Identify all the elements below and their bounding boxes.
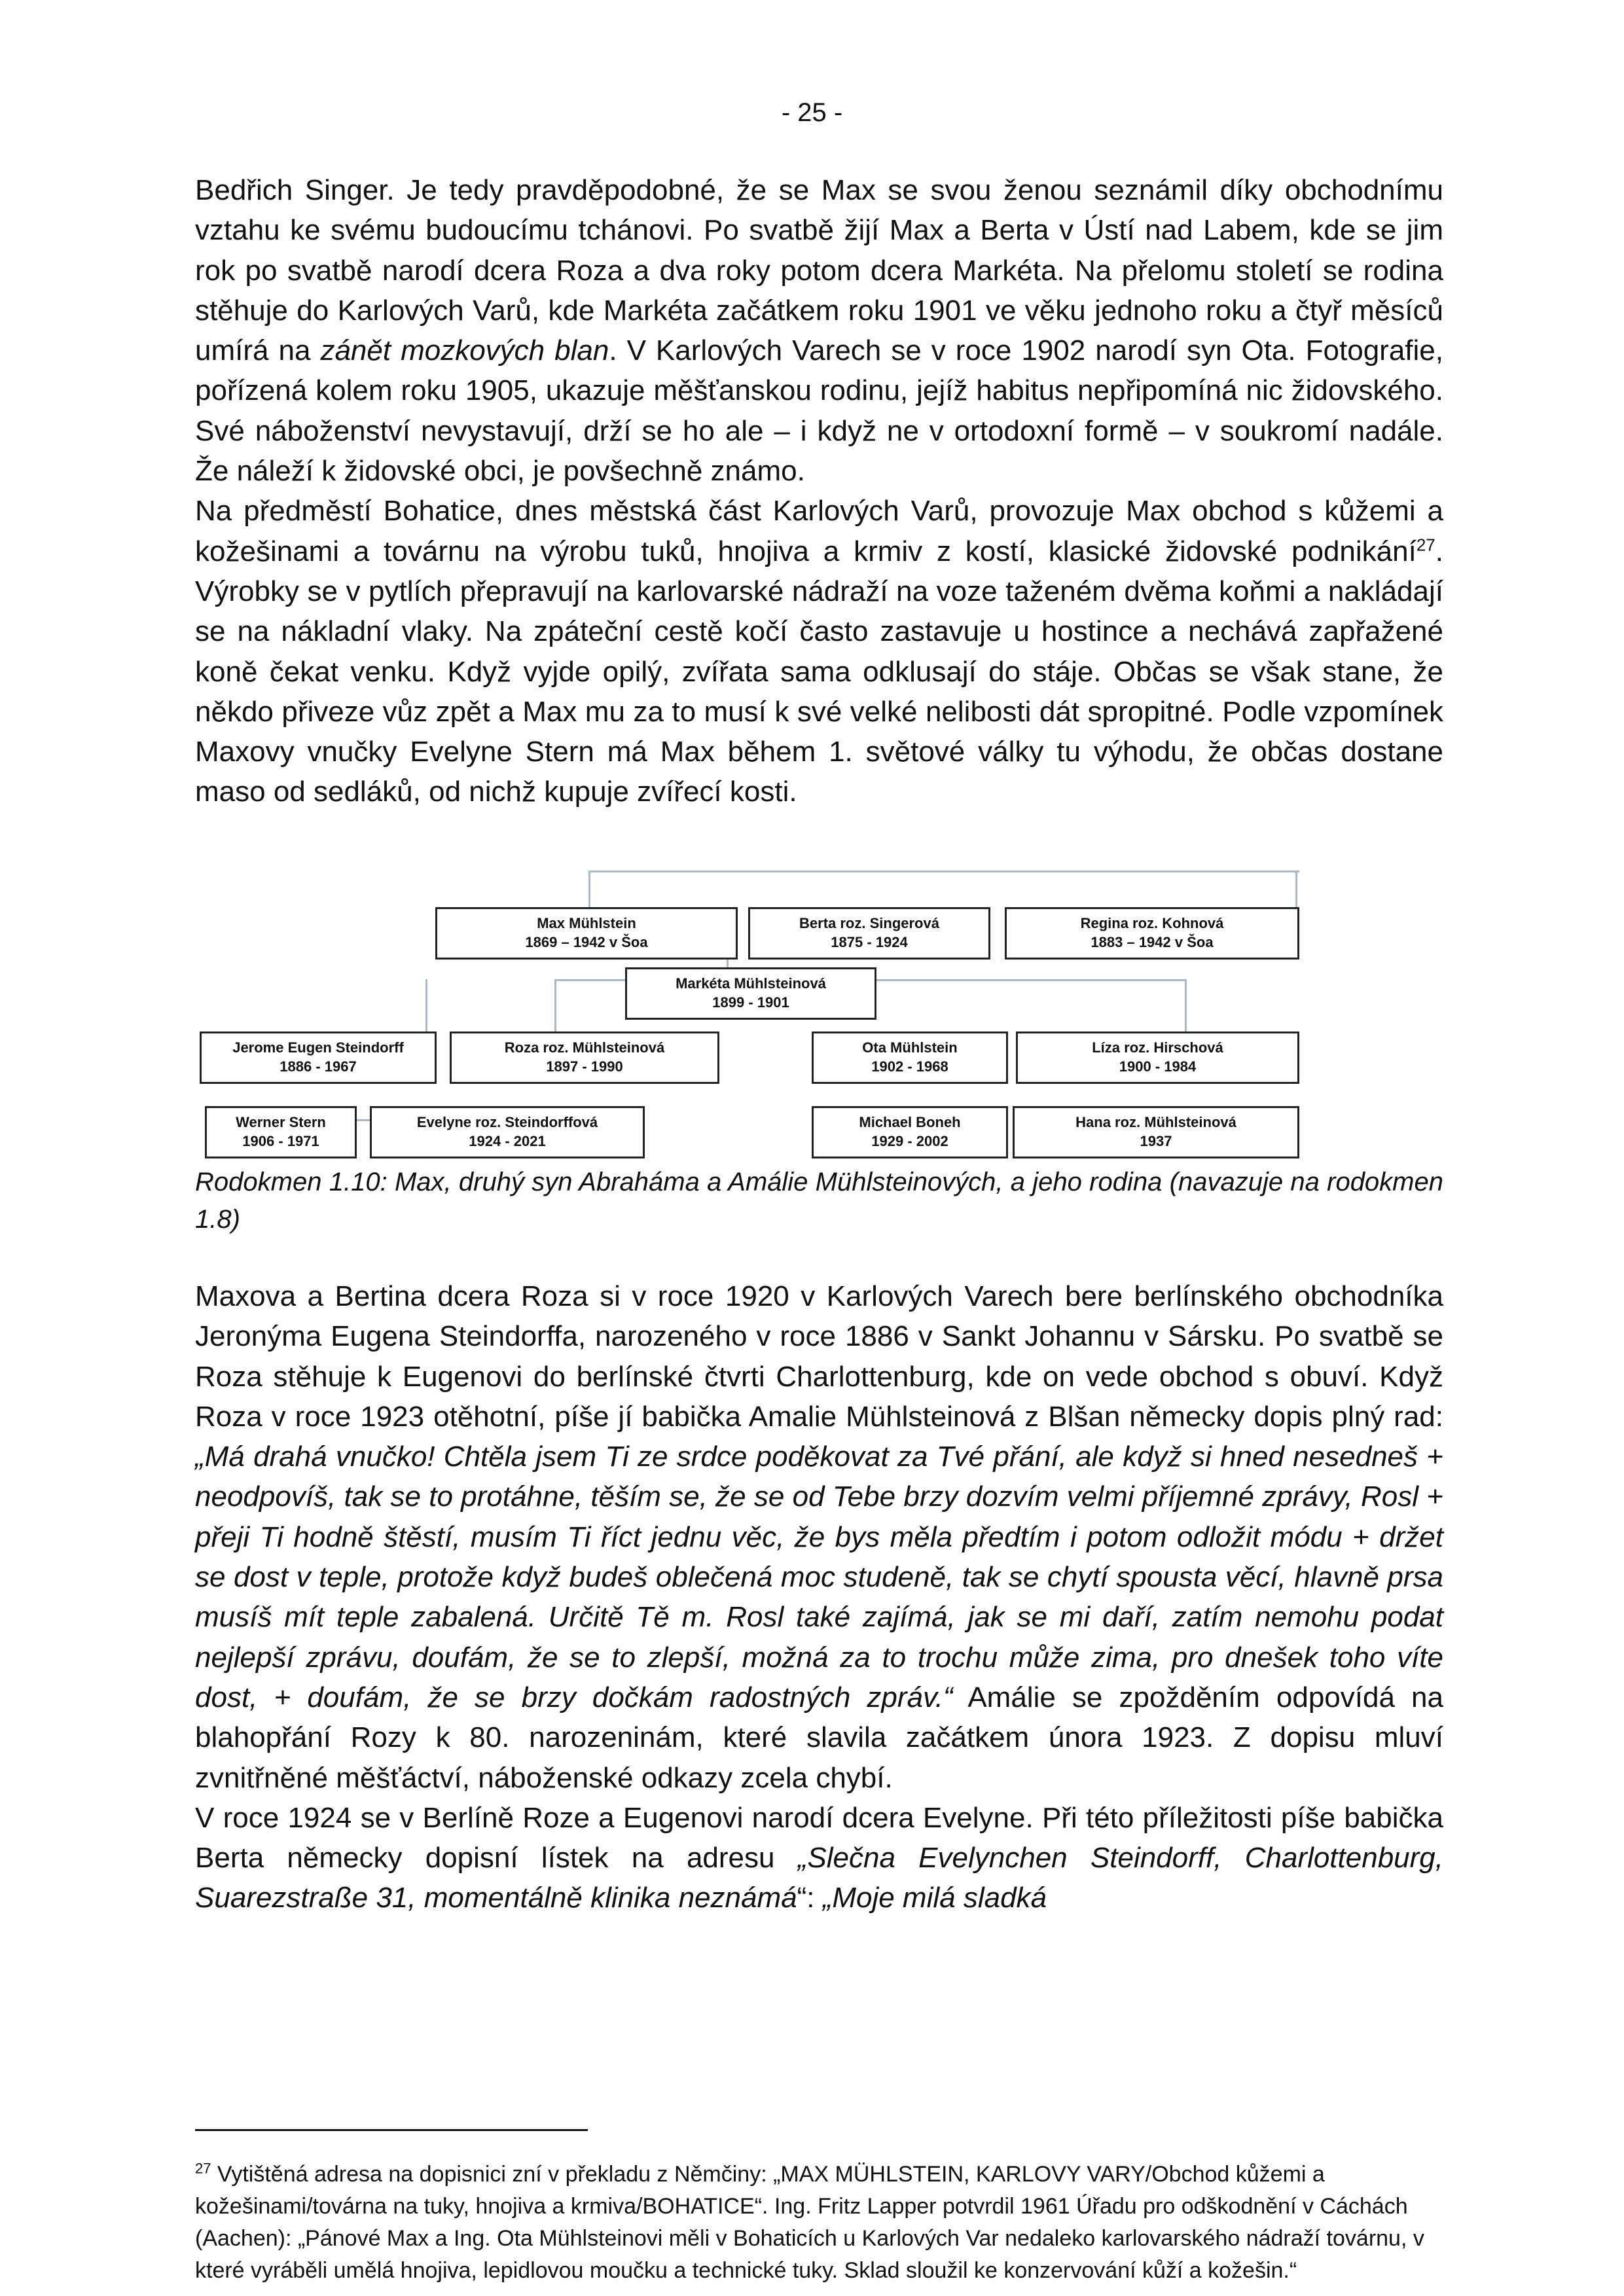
tree-node-evelyne: Evelyne roz. Steindorffová 1924 - 2021	[370, 1106, 645, 1158]
paragraph-1: Bedřich Singer. Je tedy pravděpodobné, že se Max se svou ženou seznámil díky obchodnímu vztahu ke svému budoucímu tchánovi. Po svatbě žijí Max a Berta v Ústí nad Labem, kde se jim rok po svatbě narodí dcera Roza a dva roky potom dcera Markéta. Na přelomu století se rodina stěhuje do Karlových Varů, kde Markéta začátkem roku 1901 ve věku jednoho roku a čtyř měsíců umírá na zánět mozkových blan. V Karlových Varech se v roce 1902 narodí syn Ota. Fotografie, pořízená kolem roku 1905, ukazuje měšťanskou rodinu, jejíž habitus nepřipomíná nic židovského. Své náboženství nevystavují, drží se ho ale – i když ne v ortodoxní formě – v soukromí nadále. Že náleží k židovské obci, je povšechně známo.	[195, 174, 1443, 488]
tree-node-jerome: Jerome Eugen Steindorff 1886 - 1967	[200, 1031, 437, 1084]
tree-node-roza: Roza roz. Mühlsteinová 1897 - 1990	[450, 1031, 719, 1084]
footnote: $^{27}$ Vytištěná adresa na dopisnici zní v překladu z Němčiny: „MAX MÜHLSTEIN, KARLOVY VARY/Obchod kůžemi a kožešinami/továrna na tuky, hnojiva a krmiva/BOHATICE“. Ing. Fritz Lapper potvrdil 1961 Úřadu pro odškodnění v Cáchách (Aachen): „Pánové Max a Ing. Ota Mühlsteinovi měli v Bohaticích u Karlových Var nedaleko karlovarského nádraží továrnu, v které vyráběli umělá hnojiva, lepidlovou moučku a technické tuky. Sklad sloužil ke konzervování kůží a kožešin.“	[195, 2160, 1424, 2283]
tree-node-werner: Werner Stern 1906 - 1971	[205, 1106, 357, 1158]
tree-node-liza: Líza roz. Hirschová 1900 - 1984	[1016, 1031, 1299, 1084]
figure-caption: Rodokmen 1.10: Max, druhý syn Abraháma a Amálie Mühlsteinových, a jeho rodina (navazuje na rodokmen 1.8)	[195, 1168, 1443, 1234]
footnote-number: 27	[195, 2160, 211, 2177]
paragraph-2: Na předměstí Bohatice, dnes městská část Karlových Varů, provozuje Max obchod s kůžemi a kožešinami a továrnu na výrobu tuků, hnojiva a krmiv z kostí, klasické židovské podnikání$^{27}$. Výrobky se v pytlích přepravují na karlovarské nádraží na voze taženém dvěma koňmi a nakládají se na nákladní vlaky. Na zpáteční cestě kočí často zastavuje u hostince a nechává zapřažené koně čekat venku. Když vyjde opilý, zvířata sama odklusají do stáje. Občas se však stane, že někdo přiveze vůz zpět a Max mu za to musí k své velké nelibosti dát spropitné. Podle vzpomínek Maxovy vnučky Evelyne Stern má Max během 1. světové války tu výhodu, že občas dostane maso od sedláků, od nichž kupuje zvířecí kosti.	[195, 495, 1443, 808]
footnote-divider	[195, 2129, 588, 2131]
paragraph-4: V roce 1924 se v Berlíně Roze a Eugenovi narodí dcera Evelyne. Při této příležitosti píše babička Berta německy dopisní lístek na adresu „Slečna Evelynchen Steindorff, Charlottenburg, Suarezstraße 31, momentálně klinika neznámá“: „Moje milá sladká	[195, 1801, 1443, 1914]
footnote-ref[interactable]: 27	[1416, 535, 1435, 555]
tree-node-michael: Michael Boneh 1929 - 2002	[812, 1106, 1008, 1158]
body-text-top	[195, 170, 1443, 812]
family-tree	[193, 863, 1299, 1170]
body-text-bottom	[195, 1276, 1443, 1918]
tree-node-hana: Hana roz. Mühlsteinová 1937	[1013, 1106, 1299, 1158]
page-number: - 25 -	[781, 98, 843, 127]
tree-node-ota: Ota Mühlstein 1902 - 1968	[812, 1031, 1008, 1084]
tree-node-regina: Regina roz. Kohnová 1883 – 1942 v Šoa	[1005, 907, 1299, 960]
tree-node-berta: Berta roz. Singerová 1875 - 1924	[748, 907, 990, 960]
tree-node-max: Max Mühlstein 1869 – 1942 v Šoa	[435, 907, 738, 960]
paragraph-3: Maxova a Bertina dcera Roza si v roce 1920 v Karlových Varech bere berlínského obchodníka Jeronýma Eugena Steindorffa, narozeného v roce 1886 v Sankt Johannu v Sársku. Po svatbě se Roza stěhuje k Eugenovi do berlínské čtvrti Charlottenburg, kde on vede obchod s obuví. Když Roza v roce 1923 otěhotní, píše jí babička Amalie Mühlsteinová z Blšan německy dopis plný rad: „Má drahá vnučko! Chtěla jsem Ti ze srdce poděkovat za Tvé přání, ale když si hned nesedneš + neodpovíš, tak se to protáhne, těším se, že se od Tebe brzy dozvím velmi příjemné zprávy, Rosl + přeji Ti hodně štěstí, musím Ti říct jednu věc, že bys měla předtím i potom odložit módu + držet se dost v teple, protože když budeš oblečená moc studeně, tak se chytí spousta věcí, hlavně prsa musíš mít teple zabalená. Určitě Tě m. Rosl také zajímá, jak se mi daří, zatím nemohu podat nejlepší zprávu, doufám, že se to zlepší, možná za to trochu může zima, pro dnešek toho víte dost, + doufám, že se brzy dočkám radostných zpráv.“ Amálie se zpožděním odpovídá na blahopřání Rozy k 80. narozeninám, které slavila začátkem února 1923. Z dopisu mluví zvnitřněné měšťáctví, náboženské odkazy zcela chybí.	[195, 1280, 1443, 1794]
tree-node-marketa: Markéta Mühlsteinová 1899 - 1901	[625, 967, 876, 1020]
